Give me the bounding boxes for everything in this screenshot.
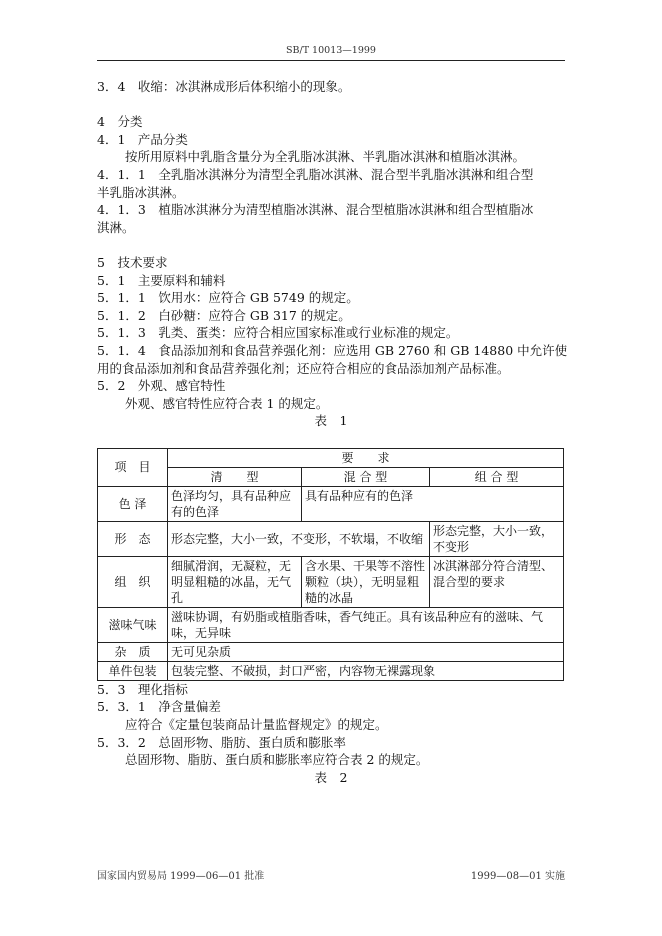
clause-5-1-3: 5．1．3 乳类、蛋类：应符合相应国家标准或行业标准的规定。 xyxy=(97,325,459,341)
header-zu: 组 合 型 xyxy=(430,467,564,486)
table-row xyxy=(98,521,564,556)
table-1-caption: 表 1 xyxy=(314,413,348,429)
clause-5-1-2: 5．1．2 白砂糖：应符合 GB 317 的规定。 xyxy=(97,307,351,323)
clause-4-1-3-line2: 淇淋。 xyxy=(97,219,135,235)
clause-3-4: 3．4 收缩：冰淇淋成形后体积缩小的现象。 xyxy=(97,79,351,94)
table-row xyxy=(98,607,564,642)
clause-5-3-heading: 5．3 理化指标 xyxy=(97,681,188,697)
header-qing: 清 型 xyxy=(168,467,302,486)
clause-4-1-1-line2: 半乳脂冰淇淋。 xyxy=(97,184,185,200)
table-header-row xyxy=(98,448,564,467)
clause-5-3-2-body: 总固形物、脂肪、蛋白质和膨胀率应符合表 2 的规定。 xyxy=(125,752,429,768)
clause-5-1-4-line2: 用的食品添加剂和食品营养强化剂；还应符合相应的食品添加剂产品标准。 xyxy=(97,360,510,376)
row-label-shape: 形 态 xyxy=(98,521,168,556)
row-label-texture: 组 织 xyxy=(98,556,168,607)
cell-color-hunzu: 具有品种应有的色泽 xyxy=(302,486,564,521)
clause-5-3-1-heading: 5．3．1 净含量偏差 xyxy=(97,699,221,715)
approval-note: 国家国内贸易局 1999—06—01 批准 xyxy=(97,871,265,882)
cell-color-qing: 色泽均匀，具有品种应有的色泽 xyxy=(168,486,302,521)
section-5-heading: 5 技术要求 xyxy=(97,254,168,270)
table-2-caption: 表 2 xyxy=(314,769,348,785)
clause-5-3-2-heading: 5．3．2 总固形物、脂肪、蛋白质和膨胀率 xyxy=(97,734,346,750)
section-4-heading: 4 分类 xyxy=(97,114,143,130)
clause-4-1-3-line1: 4．1．3 植脂冰淇淋分为清型植脂冰淇淋、混合型植脂冰淇淋和组合型植脂冰 xyxy=(97,202,534,218)
header-rule xyxy=(97,60,565,61)
row-label-taste: 滋味气味 xyxy=(98,607,168,642)
clause-5-1-4-line1: 5．1．4 食品添加剂和食品营养强化剂：应选用 GB 2760 和 GB 14880 中允许使 xyxy=(97,342,568,358)
row-label-color: 色 泽 xyxy=(98,486,168,521)
header-requirements: 要 求 xyxy=(168,448,564,467)
clause-5-2-body: 外观、感官特性应符合表 1 的规定。 xyxy=(125,395,329,411)
cell-impurity: 无可见杂质 xyxy=(168,642,564,661)
cell-texture-hun: 含水果、干果等不溶性颗粒（块），无明显粗糙的冰晶 xyxy=(302,556,430,607)
row-label-impurity: 杂 质 xyxy=(98,642,168,661)
clause-5-3-1-body: 应符合《定量包装商品计量监督规定》的规定。 xyxy=(125,717,388,733)
clause-5-1-heading: 5．1 主要原料和辅料 xyxy=(97,272,226,288)
cell-shape-zu: 形态完整，大小一致，不变形 xyxy=(430,521,564,556)
table-subheader-row xyxy=(98,467,564,486)
table-row xyxy=(98,661,564,680)
clause-4-1-heading: 4．1 产品分类 xyxy=(97,131,188,147)
clause-4-1-1-line1: 4．1．1 全乳脂冰淇淋分为清型全乳脂冰淇淋、混合型半乳脂冰淇淋和组合型 xyxy=(97,166,534,182)
cell-package: 包装完整、不破损，封口严密，内容物无裸露现象 xyxy=(168,661,564,680)
cell-shape-qinghun: 形态完整，大小一致，不变形，不软塌，不收缩 xyxy=(168,521,430,556)
row-label-package: 单件包装 xyxy=(98,661,168,680)
document-body xyxy=(97,78,568,786)
clause-4-1-body: 按所用原料中乳脂含量分为全乳脂冰淇淋、半乳脂冰淇淋和植脂冰淇淋。 xyxy=(125,149,526,165)
cell-texture-qing: 细腻滑润，无凝粒，无明显粗糙的冰晶，无气孔 xyxy=(168,556,302,607)
cell-taste: 滋味协调，有奶脂或植脂香味，香气纯正。具有该品种应有的滋味、气味，无异味 xyxy=(168,607,564,642)
table-1 xyxy=(97,448,564,681)
table-row xyxy=(98,486,564,521)
clause-5-2-heading: 5．2 外观、感官特性 xyxy=(97,378,226,394)
header-hun: 混 合 型 xyxy=(302,467,430,486)
header-item: 项 目 xyxy=(98,448,168,486)
standard-code: SB/T 10013—1999 xyxy=(286,45,376,56)
clause-5-1-1: 5．1．1 饮用水：应符合 GB 5749 的规定。 xyxy=(97,290,359,306)
table-row xyxy=(98,556,564,607)
implementation-note: 1999—08—01 实施 xyxy=(470,871,565,882)
cell-texture-zu: 冰淇淋部分符合清型、混合型的要求 xyxy=(430,556,564,607)
table-row xyxy=(98,642,564,661)
